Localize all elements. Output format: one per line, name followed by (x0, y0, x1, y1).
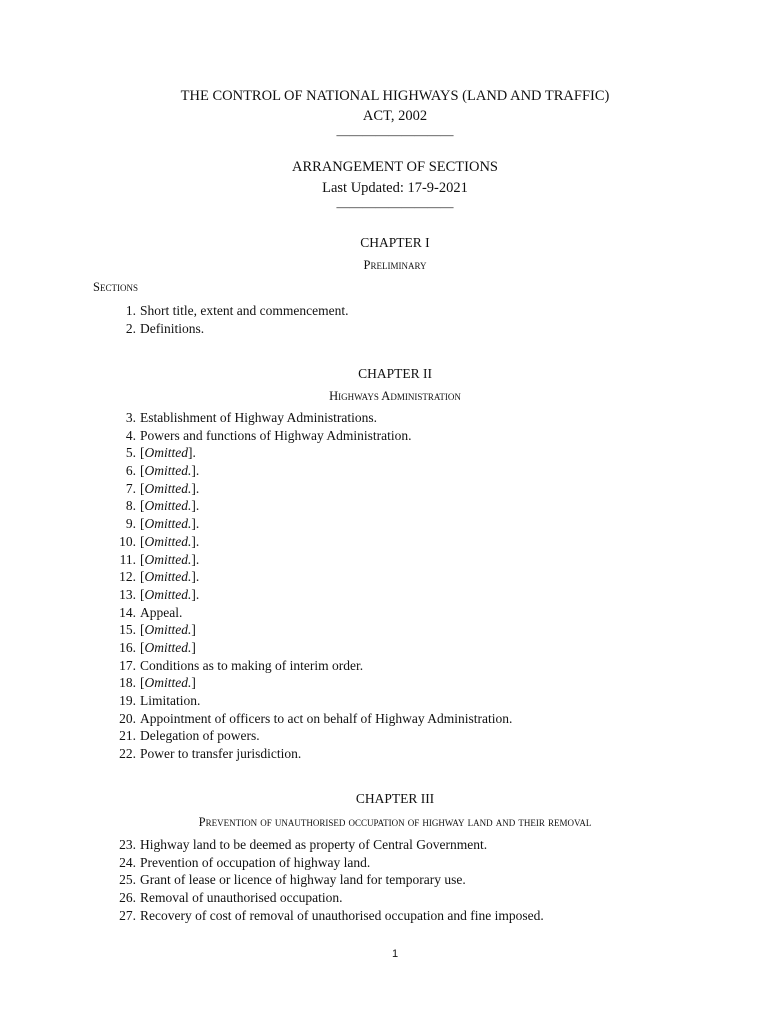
section-title (140, 674, 196, 692)
act-title-line1: THE CONTROL OF NATIONAL HIGHWAYS (LAND AND TRAFFIC) (180, 88, 610, 104)
section-title (140, 836, 487, 854)
act-title-line2: ACT, 2002 (362, 108, 428, 124)
section-title-text: Recovery of cost of removal of unauthorised occupation and fine imposed. (140, 907, 544, 923)
section-title-text: [ (140, 586, 145, 602)
section-title-text: [ (140, 551, 145, 567)
omitted-marker: Omitted. (144, 463, 192, 479)
chapter-1-subheading: Preliminary (363, 258, 427, 272)
omitted-marker: Omitted. (144, 622, 192, 638)
section-title (140, 533, 199, 551)
section-title (140, 551, 199, 569)
section-number: 4. (125, 427, 136, 443)
section-title-suffix: ]. (188, 445, 196, 461)
section-number: 12. (119, 569, 136, 585)
section-title (140, 427, 411, 445)
section-title-suffix: ] (191, 639, 196, 655)
section-number: 23. (119, 837, 136, 852)
section-title (140, 586, 199, 604)
section-title-text: [ (140, 463, 145, 479)
section-number: 7. (125, 480, 136, 496)
last-updated: Last Updated: 17-9-2021 (322, 180, 468, 196)
section-number: 16. (119, 639, 136, 655)
section-title-text: Establishment of Highway Administrations. (140, 410, 377, 425)
omitted-marker: Omitted. (144, 533, 192, 549)
chapter-2-subheading: Highways Administration (329, 389, 461, 403)
section-title-text: Appointment of officers to act on behalf of Highway Administration. (140, 710, 513, 726)
section-number: 17. (119, 657, 136, 673)
section-title-text: [ (140, 569, 145, 585)
section-title (140, 320, 204, 338)
section-number: 11. (119, 551, 136, 567)
section-number: 1. (125, 303, 136, 318)
section-title-suffix: ]. (191, 498, 200, 514)
section-number: 2. (125, 320, 136, 336)
section-number: 14. (119, 604, 136, 620)
section-title (140, 621, 196, 639)
section-title-text: Definitions. (140, 320, 205, 336)
section-number: 8. (125, 498, 136, 514)
section-title-text: Delegation of powers. (140, 728, 260, 744)
section-title-suffix: ]. (191, 551, 200, 567)
omitted-marker: Omitted. (144, 480, 192, 496)
section-title-suffix: ]. (191, 569, 200, 585)
section-number: 6. (125, 463, 136, 479)
section-title-suffix: ] (191, 675, 196, 691)
section-title (140, 871, 466, 889)
omitted-marker: Omitted. (144, 498, 192, 514)
sections-label: Sections (93, 280, 138, 294)
section-number: 10. (119, 533, 136, 549)
section-title (140, 692, 200, 710)
section-number: 22. (119, 746, 136, 762)
chapter-2-heading: CHAPTER II (358, 366, 432, 381)
title-rule: ————————— (336, 127, 454, 142)
omitted-marker: Omitted (144, 445, 188, 461)
section-title (140, 745, 301, 763)
section-title-text: Powers and functions of Highway Administration. (140, 427, 412, 443)
section-number: 26. (119, 890, 136, 906)
section-title (140, 568, 199, 586)
section-title (140, 515, 199, 533)
section-title-text: [ (140, 480, 145, 496)
section-number: 5. (125, 445, 136, 461)
section-title (140, 710, 512, 728)
section-title (140, 727, 260, 745)
section-title-suffix: ]. (191, 463, 200, 479)
omitted-marker: Omitted. (144, 551, 192, 567)
omitted-marker: Omitted. (144, 516, 192, 532)
section-title-text: Limitation. (140, 693, 201, 708)
section-title (140, 604, 182, 622)
page-number: 1 (391, 948, 399, 960)
heading-rule: ————————— (336, 199, 454, 214)
omitted-marker: Omitted. (144, 639, 192, 655)
section-title-text: Removal of unauthorised occupation. (140, 890, 343, 906)
section-title-text: Power to transfer jurisdiction. (140, 746, 302, 762)
section-title (140, 854, 370, 872)
section-title (140, 462, 199, 480)
chapter-1-heading: CHAPTER I (360, 235, 430, 250)
section-number: 27. (119, 907, 136, 923)
section-title-text: [ (140, 498, 145, 514)
section-title-text: Prevention of occupation of highway land. (140, 854, 371, 870)
section-number: 25. (119, 872, 136, 888)
section-title-text: Short title, extent and commencement. (140, 303, 349, 318)
omitted-marker: Omitted. (144, 675, 192, 691)
section-title (140, 302, 348, 320)
section-number: 19. (119, 693, 136, 708)
section-title-text: [ (140, 445, 145, 461)
section-title-suffix: ]. (191, 480, 200, 496)
section-number: 18. (119, 675, 136, 691)
section-title-text: [ (140, 639, 145, 655)
section-title (140, 444, 196, 462)
section-title-text: [ (140, 516, 145, 532)
chapter-3-heading: CHAPTER III (355, 791, 435, 806)
section-title-suffix: ]. (191, 516, 200, 532)
chapter-3-subheading: Prevention of unauthorised occupation of highway land and their removal (198, 815, 592, 829)
section-number: 13. (119, 586, 136, 602)
section-title-text: Highway land to be deemed as property of Central Government. (140, 837, 488, 852)
section-title-text: Conditions as to making of interim order. (140, 657, 364, 673)
section-title (140, 639, 196, 657)
section-title-suffix: ]. (191, 533, 200, 549)
section-number: 24. (119, 854, 136, 870)
section-title (140, 497, 199, 515)
section-number: 9. (125, 516, 136, 532)
arrangement-heading: ARRANGEMENT OF SECTIONS (292, 159, 498, 175)
section-title (140, 409, 377, 427)
section-number: 20. (119, 710, 136, 726)
section-title-text: [ (140, 533, 145, 549)
section-title-suffix: ] (191, 622, 196, 638)
omitted-marker: Omitted. (144, 586, 192, 602)
section-title (140, 657, 363, 675)
section-number: 21. (119, 728, 136, 744)
section-title-text: Appeal. (140, 604, 183, 620)
section-title-suffix: ]. (191, 586, 200, 602)
section-number: 3. (125, 410, 136, 425)
section-title-text: [ (140, 675, 145, 691)
section-title-text: Grant of lease or licence of highway land for temporary use. (140, 872, 466, 888)
omitted-marker: Omitted. (144, 569, 192, 585)
section-number: 15. (119, 622, 136, 638)
section-title (140, 480, 199, 498)
section-title (140, 907, 544, 925)
section-title-text: [ (140, 622, 145, 638)
section-title (140, 889, 342, 907)
